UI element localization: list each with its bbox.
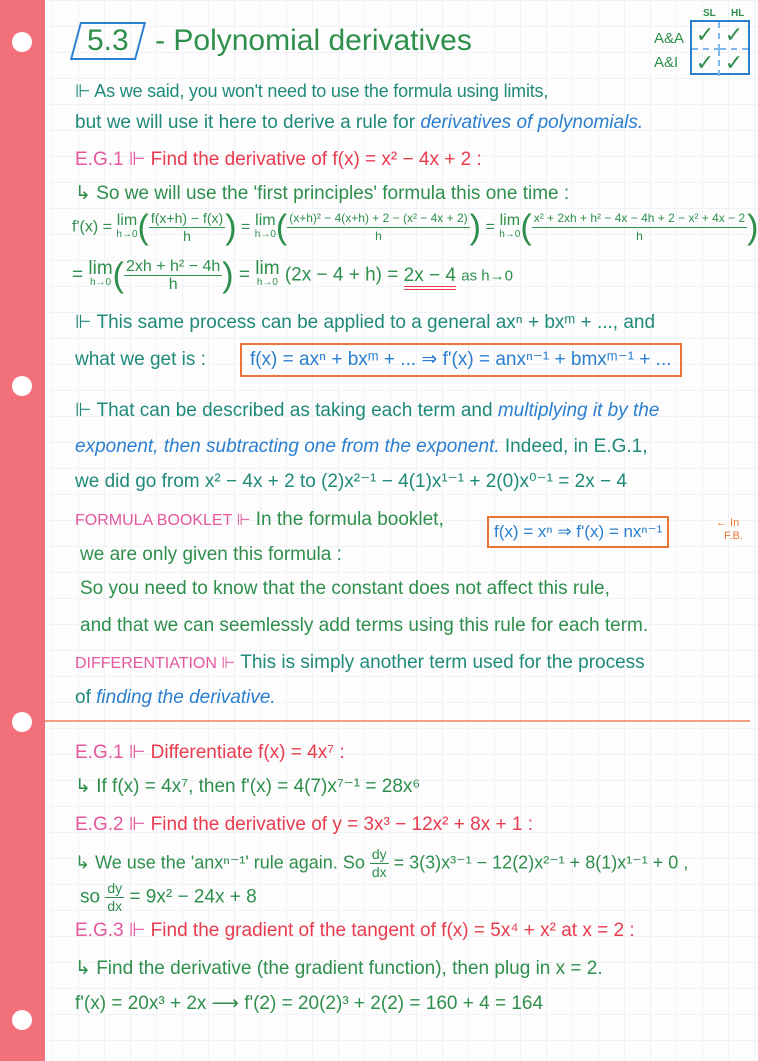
check-icon: ✓ bbox=[724, 50, 744, 75]
text-line: ↳ So we will use the 'first principles' formula this one time : bbox=[75, 183, 570, 204]
text: = 3(3)x³⁻¹ − 12(2)x²⁻¹ + 8(1)x¹⁻¹ + 0 , bbox=[388, 852, 689, 873]
text: what we get is : bbox=[75, 349, 206, 370]
example-question: Find the derivative of y = 3x³ − 12x² + 8x + 1 : bbox=[145, 814, 533, 835]
lim-sub: h→0 bbox=[499, 228, 521, 240]
limit bbox=[88, 257, 113, 290]
fraction bbox=[532, 210, 747, 245]
formula-booklet-box-wrap bbox=[487, 516, 669, 548]
text: In the formula booklet, bbox=[250, 509, 444, 530]
text: ↳ We use the 'anxⁿ⁻¹' rule again. So bbox=[75, 852, 370, 873]
red-margin bbox=[0, 0, 45, 1061]
denominator: h bbox=[636, 229, 643, 243]
example-question: Differentiate f(x) = 4x⁷ : bbox=[145, 742, 345, 763]
text: of bbox=[75, 687, 97, 708]
denominator: dx bbox=[371, 864, 387, 880]
lim-label: lim bbox=[499, 211, 521, 229]
punch-hole bbox=[12, 32, 32, 52]
example-tag: E.G.1 ⊩ bbox=[75, 742, 146, 763]
lhs: f'(x) = bbox=[72, 218, 112, 236]
section-divider bbox=[45, 720, 750, 722]
check-icon: ✓ bbox=[720, 22, 748, 50]
text-line bbox=[75, 343, 682, 377]
paren: ) bbox=[469, 208, 481, 247]
level-header-hl: HL bbox=[731, 8, 745, 19]
punch-hole bbox=[12, 1010, 32, 1030]
text-line: and that we can seemlessly add terms using this rule for each term. bbox=[80, 615, 649, 636]
numerator: dy bbox=[107, 880, 123, 896]
text-line bbox=[75, 398, 659, 424]
term-tag: FORMULA BOOKLET ⊩ bbox=[75, 512, 251, 529]
title-text: - Polynomial derivatives bbox=[155, 24, 472, 57]
text-line: ⊩ This same process can be applied to a general axⁿ + bxᵐ + ..., and bbox=[75, 312, 656, 333]
numerator: f(x+h) − f(x) bbox=[150, 210, 224, 226]
paren: ( bbox=[520, 208, 532, 247]
formula-booklet-box: f(x) = xⁿ ⇒ f'(x) = nxⁿ⁻¹ bbox=[487, 516, 669, 548]
limit bbox=[255, 257, 280, 290]
lim-label: lim bbox=[116, 211, 138, 229]
text-line: f'(x) = 20x³ + 2x ⟶ f'(2) = 20(2)³ + 2(2) = 160 + 4 = 164 bbox=[75, 993, 544, 1014]
text-line bbox=[75, 685, 276, 711]
denominator: h bbox=[375, 229, 382, 243]
example-heading bbox=[75, 812, 533, 838]
text-line bbox=[75, 650, 645, 677]
lim-label: lim bbox=[255, 211, 276, 229]
paren: ( bbox=[137, 208, 149, 247]
derivation-line bbox=[72, 258, 513, 293]
lim-label: lim bbox=[88, 257, 113, 279]
equals: = bbox=[241, 218, 251, 236]
punch-hole bbox=[12, 376, 32, 396]
expression: (2x − 4 + h) = bbox=[284, 264, 399, 286]
highlight-text: finding the derivative. bbox=[96, 687, 276, 708]
highlight-text: exponent, then subtracting one from the exponent. bbox=[75, 436, 500, 457]
term-tag: DIFFERENTIATION ⊩ bbox=[75, 655, 236, 672]
lim-sub: h→0 bbox=[116, 228, 138, 240]
text: ⊩ That can be described as taking each term and bbox=[75, 400, 498, 421]
level-checklist bbox=[690, 20, 750, 75]
section-number-box bbox=[70, 22, 146, 60]
example-heading bbox=[75, 918, 635, 944]
text: but we will use it here to derive a rule for bbox=[75, 112, 421, 133]
denominator: h bbox=[168, 276, 178, 293]
section-number: 5.3 bbox=[87, 24, 129, 57]
text-line: we did go from x² − 4x + 2 to (2)x²⁻¹ − 4(1)x¹⁻¹ + 2(0)x⁰⁻¹ = 2x − 4 bbox=[75, 471, 627, 492]
check-icon: ✓ bbox=[692, 22, 720, 50]
numerator: (x+h)² − 4(x+h) + 2 − (x² − 4x + 2) bbox=[287, 210, 469, 228]
numerator: dy bbox=[371, 846, 387, 862]
example-heading bbox=[75, 147, 482, 173]
example-heading bbox=[75, 740, 345, 766]
level-row-label: A&I bbox=[654, 54, 679, 71]
text-line bbox=[75, 507, 444, 534]
paren: ) bbox=[225, 208, 237, 247]
numerator: 2xh + h² − 4h bbox=[126, 258, 221, 275]
paren: ) bbox=[747, 208, 758, 247]
text-line: So you need to know that the constant does not affect this rule, bbox=[80, 578, 610, 599]
limit bbox=[116, 211, 138, 242]
example-tag: E.G.1 ⊩ bbox=[75, 149, 146, 170]
derivation-line bbox=[72, 210, 758, 245]
denominator: dx bbox=[107, 898, 123, 914]
lim-label: lim bbox=[255, 257, 280, 279]
in-fb-note bbox=[716, 517, 743, 543]
text: so bbox=[80, 886, 106, 908]
text: = 9x² − 24x + 8 bbox=[124, 886, 257, 908]
limit bbox=[499, 211, 521, 242]
note-line: ← In bbox=[716, 517, 740, 529]
example-tag: E.G.2 ⊩ bbox=[75, 814, 146, 835]
level-row-label: A&A bbox=[654, 30, 685, 47]
equals: = bbox=[72, 264, 84, 286]
limit bbox=[254, 211, 276, 242]
highlight-text: multiplying it by the bbox=[497, 400, 660, 421]
paren: ( bbox=[112, 256, 124, 295]
text-line bbox=[75, 110, 643, 136]
punch-hole bbox=[12, 712, 32, 732]
paren: ( bbox=[275, 208, 288, 247]
text-line: ⊩ As we said, you won't need to use the formula using limits, bbox=[75, 81, 549, 101]
text: This is simply another term used for the process bbox=[235, 652, 645, 673]
equals: = bbox=[485, 218, 495, 236]
text-line: we are only given this formula : bbox=[80, 544, 342, 565]
answer: 2x − 4 bbox=[404, 265, 456, 290]
general-rule-box: f(x) = axⁿ + bxᵐ + ... ⇒ f'(x) = anxⁿ⁻¹ + bmxᵐ⁻¹ + ... bbox=[240, 343, 682, 377]
paren: ) bbox=[222, 256, 234, 295]
denominator: h bbox=[183, 228, 191, 244]
dy-dx-fraction bbox=[370, 846, 389, 881]
example-question: Find the derivative of f(x) = x² − 4x + 2 : bbox=[145, 149, 482, 170]
text-line: ↳ Find the derivative (the gradient function), then plug in x = 2. bbox=[75, 958, 603, 979]
example-tag: E.G.3 ⊩ bbox=[75, 920, 146, 941]
fraction bbox=[149, 210, 225, 245]
limit-note: as h→0 bbox=[461, 267, 513, 285]
fraction bbox=[287, 210, 469, 245]
text-line bbox=[75, 434, 648, 460]
highlight-text: derivatives of polynomials. bbox=[420, 112, 644, 133]
text-line bbox=[75, 846, 688, 881]
example-question: Find the gradient of the tangent of f(x) = 5x⁴ + x² at x = 2 : bbox=[145, 920, 635, 941]
lim-sub: h→0 bbox=[254, 228, 276, 240]
note-line: F.B. bbox=[724, 530, 743, 542]
level-header-sl: SL bbox=[703, 8, 716, 19]
lim-sub: h→0 bbox=[89, 276, 112, 288]
page-title bbox=[75, 22, 472, 60]
dy-dx-fraction bbox=[105, 880, 124, 915]
text: Indeed, in E.G.1, bbox=[499, 436, 648, 457]
text-line bbox=[80, 880, 257, 915]
numerator: x² + 2xh + h² − 4x − 4h + 2 − x² + 4x − 2 bbox=[532, 210, 747, 228]
text-line: ↳ If f(x) = 4x⁷, then f'(x) = 4(7)x⁷⁻¹ = 28x⁶ bbox=[75, 776, 421, 797]
equals: = bbox=[238, 264, 256, 286]
lim-sub: h→0 bbox=[256, 276, 278, 288]
check-icon: ✓ bbox=[692, 50, 720, 76]
fraction bbox=[124, 258, 222, 293]
